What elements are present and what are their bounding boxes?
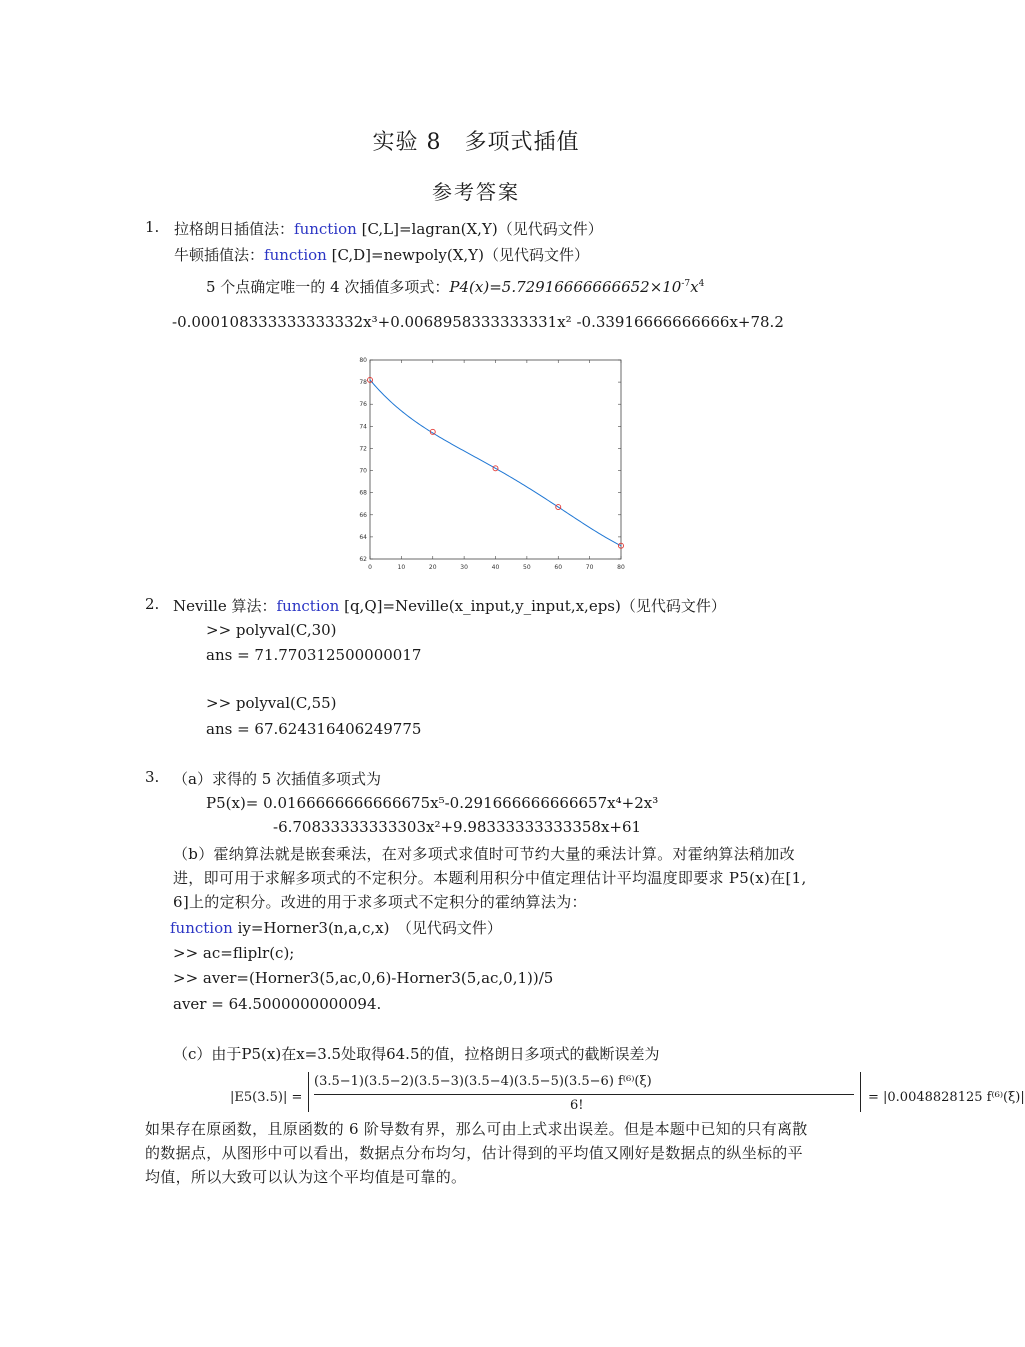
q2-number: 2. xyxy=(145,595,160,613)
q1-poly-line2: -0.000108333333333332x³+0.0068958333333331x² -0.33916666666666x+78.2 xyxy=(172,313,784,331)
page-subtitle: 参考答案 xyxy=(432,180,520,204)
lagrange-label: 拉格朗日插值法： xyxy=(174,220,295,238)
y-tick-label: 66 xyxy=(359,511,367,519)
page-title: 实验 8 多项式插值 xyxy=(372,130,580,155)
q3-cmd2: >> aver=(Horner3(5,ac,0,6)-Horner3(5,ac,0,1))/5 xyxy=(173,969,554,987)
y-tick-label: 74 xyxy=(359,423,367,431)
q3-c-label: （c）由于P5(x)在x=3.5处取得64.5的值，拉格朗日多项式的截断误差为 xyxy=(173,1045,660,1063)
poly-intro: 5 个点确定唯一的 4 次插值多项式： xyxy=(206,278,450,296)
x-tick-label: 40 xyxy=(491,564,500,571)
neville-label: Neville 算法： xyxy=(173,597,277,615)
x-tick-label: 60 xyxy=(554,564,563,571)
q3-p5-line2: -6.70833333333303x²+9.98333333333358x+61 xyxy=(273,818,642,836)
y-tick-label: 72 xyxy=(359,445,367,453)
x-tick-label: 30 xyxy=(460,564,468,571)
q3-number: 3. xyxy=(145,768,160,786)
y-tick-label: 80 xyxy=(359,357,367,364)
plot-area xyxy=(370,360,621,559)
x-tick-label: 80 xyxy=(617,564,625,571)
x-tick-label: 50 xyxy=(523,564,531,571)
x-tick-label: 70 xyxy=(585,564,594,571)
q2-cmd1: >> polyval(C,30) xyxy=(206,621,337,639)
q2-ans1: ans = 71.770312500000017 xyxy=(206,646,422,664)
x-tick-label: 20 xyxy=(428,564,437,571)
interpolation-chart xyxy=(345,355,645,575)
q3-aver: aver = 64.5000000000094. xyxy=(173,995,382,1013)
formula-rhs: = |0.0048828125 f⁽⁶⁾(ξ)| xyxy=(868,1090,1025,1105)
function-keyword: function xyxy=(276,597,340,615)
function-keyword: function xyxy=(264,246,327,264)
q1-poly-line: 5 个点确定唯一的 4 次插值多项式：$P4(x)=5.72916666666652\times 10^{-7}x^4$ xyxy=(206,278,705,296)
q1-newton-line xyxy=(174,244,589,265)
q1-number: 1. xyxy=(145,218,160,236)
newton-label: 牛顿插值法： xyxy=(174,246,265,264)
q1-lagrange-line xyxy=(174,218,603,239)
y-tick-label: 68 xyxy=(359,489,367,497)
horner-code: iy=Horner3(n,a,c,x) （见代码文件） xyxy=(237,919,502,937)
x-tick-label: 10 xyxy=(397,564,406,571)
poly-head: P4(x)=5.72916666666652×10 xyxy=(449,278,682,296)
q3-b-paragraph: （b）霍纳算法就是嵌套乘法，在对多项式求值时可节约大量的乘法计算。对霍纳算法稍加改进，即可用于求解多项式的不定积分。本题利用积分中值定理估计平均温度即要求 P5(x)在[1, 6]上的定积分。改进的用于求多项式不定积分的霍纳算法为： xyxy=(173,845,807,911)
q2-ans2: ans = 67.624316406249775 xyxy=(206,720,422,738)
q3-horner-line xyxy=(170,917,502,938)
newton-code: [C,D]=newpoly(X,Y)（见代码文件） xyxy=(331,246,589,264)
function-keyword: function xyxy=(294,220,357,238)
poly-head-exp: -7 xyxy=(681,279,691,289)
formula-denominator: 6! xyxy=(570,1098,584,1113)
y-tick-label: 64 xyxy=(359,533,367,541)
y-tick-label: 78 xyxy=(359,379,367,387)
q2-neville-line xyxy=(173,595,726,616)
neville-code: [q,Q]=Neville(x_input,y_input,x,eps)（见代码文件） xyxy=(344,597,726,615)
y-tick-label: 62 xyxy=(359,556,367,563)
formula-numerator: (3.5−1)(3.5−2)(3.5−3)(3.5−4)(3.5−5)(3.5−6) f⁽⁶⁾(ξ) xyxy=(314,1074,652,1089)
lagrange-code: [C,L]=lagran(X,Y)（见代码文件） xyxy=(361,220,603,238)
q3-cmd1: >> ac=fliplr(c); xyxy=(173,944,295,962)
formula-lhs: |E5(3.5)| = xyxy=(230,1090,303,1105)
q3-a-label: （a）求得的 5 次插值多项式为 xyxy=(173,770,382,788)
y-tick-label: 70 xyxy=(359,467,367,475)
conclusion-paragraph: 如果存在原函数，且原函数的 6 阶导数有界，那么可由上式求出误差。但是本题中已知的只有离散的数据点，从图形中可以看出，数据点分布均匀，估计得到的平均值又刚好是数据点的纵坐标的平均值，所以大致可以认为这个平均值是可靠的。 xyxy=(145,1120,808,1186)
q3-p5-line1: P5(x)= 0.0166666666666675x⁵-0.291666666666657x⁴+2x³ xyxy=(206,794,659,812)
q2-cmd2: >> polyval(C,55) xyxy=(206,694,337,712)
function-keyword: function xyxy=(170,919,233,937)
x-tick-label: 0 xyxy=(368,564,372,571)
y-tick-label: 76 xyxy=(359,401,367,409)
